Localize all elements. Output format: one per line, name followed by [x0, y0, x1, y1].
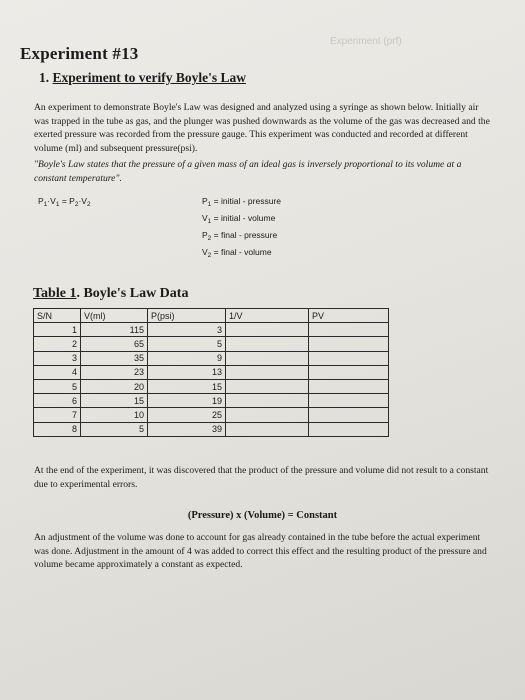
column-header: S/N	[34, 309, 81, 323]
table-cell: 5	[81, 422, 148, 436]
table-cell	[226, 408, 309, 422]
table-cell: 19	[148, 394, 226, 408]
boyles-law-quote: "Boyle's Law states that the pressure of a given mass of an ideal gas is inversely proportional to its volume at a constant temperature".	[34, 159, 462, 184]
conclusion-paragraph: At the end of the experiment, it was discovered that the product of the pressure and volume did not result to a constant due to experimental errors.	[34, 465, 489, 490]
table-cell: 25	[148, 408, 226, 422]
definition-item: $V_2$ = final - volume	[202, 247, 272, 259]
intro-paragraph: An experiment to demonstrate Boyle's Law was designed and analyzed using a syringe as shown below. Initially air was trapped in the tube as gas, and the plunger was pushed downwards as the volume of the gas was decreased and the exerted pressure was recorded from the pressure gauge. This experiment was conducted and recorded at different volume (ml) and subsequent pressure(psi).	[34, 102, 490, 155]
table-cell: 6	[34, 394, 81, 408]
pv-constant-formula: (Pressure) x (Volume) = Constant	[187, 510, 338, 521]
definition-item: $V_1$ = initial - volume	[202, 213, 276, 225]
table-cell: 5	[148, 337, 226, 351]
table-cell: 3	[148, 323, 226, 337]
table-row	[34, 422, 389, 436]
table-row	[34, 365, 389, 379]
table-cell: 5	[34, 379, 81, 393]
table-cell: 23	[81, 365, 148, 379]
table-cell: 39	[148, 422, 226, 436]
table-cell: 2	[34, 337, 81, 351]
table-cell	[309, 408, 389, 422]
table-cell: 20	[81, 379, 148, 393]
table-cell: 8	[34, 422, 81, 436]
table-cell: 4	[34, 365, 81, 379]
table-row	[34, 323, 389, 337]
table-cell: 115	[81, 323, 148, 337]
table-cell	[226, 323, 309, 337]
table-cell: 13	[148, 365, 226, 379]
definition-item: $P_2$ = final - pressure	[202, 230, 278, 242]
table-cell	[226, 351, 309, 365]
section-number: 1.	[39, 70, 50, 85]
table-cell: 1	[34, 323, 81, 337]
table-cell: 7	[34, 408, 81, 422]
variable-definitions	[202, 196, 281, 264]
show-through-text: Experiment (prf)	[330, 36, 402, 47]
table-cell	[226, 422, 309, 436]
table-caption: Table 1. Boyle's Law Data	[33, 286, 189, 301]
table-cell: 15	[81, 394, 148, 408]
document-title: Experiment #13	[20, 44, 139, 63]
table-row	[34, 379, 389, 393]
table-cell	[309, 365, 389, 379]
table-cell	[226, 337, 309, 351]
section-title: Experiment to verify Boyle's Law	[52, 70, 246, 85]
section-heading	[39, 70, 246, 86]
table-cell	[309, 323, 389, 337]
column-header: V(ml)	[81, 309, 148, 323]
column-header: P(psi)	[148, 309, 226, 323]
table-cell	[309, 422, 389, 436]
table-cell	[309, 351, 389, 365]
table-cell: 65	[81, 337, 148, 351]
table-row	[34, 337, 389, 351]
boyles-law-data-table	[33, 308, 389, 437]
adjustment-paragraph: An adjustment of the volume was done to account for gas already contained in the tube before the actual experiment was done. Adjustment in the amount of 4 was added to correct this effect and the resulting product of the pressure and volume became approximately a constant as expected.	[34, 532, 487, 571]
column-header: 1/V	[226, 309, 309, 323]
table-row	[34, 394, 389, 408]
table-cell: 3	[34, 351, 81, 365]
table-header-row	[34, 309, 389, 323]
table-cell: 10	[81, 408, 148, 422]
table-cell	[309, 337, 389, 351]
table-cell	[226, 365, 309, 379]
table-row	[34, 351, 389, 365]
table-cell	[309, 379, 389, 393]
table-cell: 15	[148, 379, 226, 393]
table-row	[34, 408, 389, 422]
table-cell	[226, 379, 309, 393]
table-cell: 35	[81, 351, 148, 365]
column-header: PV	[309, 309, 389, 323]
table-cell	[309, 394, 389, 408]
table-cell: 9	[148, 351, 226, 365]
table-cell	[226, 394, 309, 408]
definition-item: $P_1$ = initial - pressure	[202, 196, 281, 208]
boyles-law-equation: $P_1\cdot V_1 = P_2\cdot V_2$	[38, 196, 91, 208]
